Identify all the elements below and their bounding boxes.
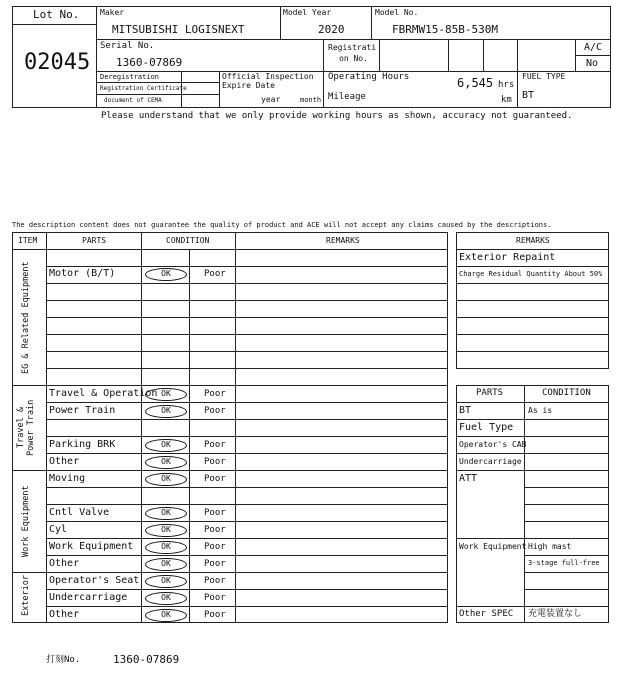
stamp-no-label: 打刻No. bbox=[46, 655, 81, 665]
item-header: ITEM bbox=[18, 236, 38, 245]
spec-condition-header: CONDITION bbox=[542, 388, 591, 398]
km-unit: km bbox=[501, 95, 512, 105]
remarks-header: REMARKS bbox=[326, 236, 360, 245]
ok-circle: OK bbox=[145, 524, 187, 537]
ok-circle: OK bbox=[145, 575, 187, 588]
poor-label: Poor bbox=[204, 406, 226, 416]
poor-label: Poor bbox=[204, 457, 226, 467]
spec-other-value: 充電装置なし bbox=[528, 609, 583, 619]
ok-circle: OK bbox=[145, 268, 187, 281]
description-notice: The description content does not guarantee the quality of product and ACE will not accept any claims caused by the descriptions. bbox=[12, 221, 552, 229]
condition-header: CONDITION bbox=[166, 236, 210, 245]
maker-value: MITSUBISHI LOGISNEXT bbox=[112, 23, 245, 36]
ok-circle: OK bbox=[145, 439, 187, 452]
maker-label: Maker bbox=[100, 8, 125, 17]
ok-circle: OK bbox=[145, 473, 187, 486]
right-remarks-header: REMARKS bbox=[516, 236, 550, 245]
spec-fuel-type-label: Fuel Type bbox=[459, 422, 514, 433]
part-motor: Motor (B/T) bbox=[49, 268, 116, 279]
spec-work-equipment-value-1: High mast bbox=[528, 542, 572, 551]
group-travel-label: Travel & Power Train bbox=[16, 399, 36, 457]
part-travel-other: Other bbox=[49, 456, 80, 467]
poor-label: Poor bbox=[204, 269, 226, 279]
ac-label: A/C bbox=[584, 42, 603, 53]
lot-no-label: Lot No. bbox=[33, 8, 80, 21]
poor-label: Poor bbox=[204, 559, 226, 569]
poor-label: Poor bbox=[204, 474, 226, 484]
remark-line-2: Charge Residual Quantity About 50% bbox=[459, 270, 603, 278]
serial-no-value: 1360-07869 bbox=[116, 56, 183, 69]
month-label: month bbox=[300, 96, 322, 104]
part-travel-operation: Travel & Operation bbox=[49, 388, 158, 399]
poor-label: Poor bbox=[204, 576, 226, 586]
part-operators-seat: Operator's Seat bbox=[49, 575, 140, 586]
ok-circle: OK bbox=[145, 541, 187, 554]
spec-parts-header: PARTS bbox=[476, 388, 504, 398]
spec-bt-label: BT bbox=[459, 405, 472, 416]
part-work-equipment: Work Equipment bbox=[49, 541, 134, 552]
spec-work-equipment-value-2: 3-stage full-free bbox=[528, 559, 600, 567]
poor-label: Poor bbox=[204, 593, 226, 603]
spec-undercarriage-label: Undercarriage bbox=[459, 457, 522, 466]
hours-notice: Please understand that we only provide working hours as shown, accuracy not guaranteed. bbox=[101, 111, 573, 121]
official-inspection-label: Official Inspection bbox=[222, 72, 314, 81]
model-year-label: Model Year bbox=[283, 8, 332, 17]
ok-circle: OK bbox=[145, 507, 187, 520]
part-exterior-other: Other bbox=[49, 609, 80, 620]
year-label: year bbox=[261, 95, 281, 104]
spec-att-label: ATT bbox=[459, 473, 478, 484]
remark-line-1: Exterior Repaint bbox=[459, 252, 556, 263]
registration-no-label: Registrati bbox=[328, 43, 377, 52]
spec-bt-value: As is bbox=[528, 406, 553, 415]
operating-hours-value: 6,545 bbox=[457, 76, 494, 90]
part-power-train: Power Train bbox=[49, 405, 116, 416]
ok-circle: OK bbox=[145, 558, 187, 571]
group-work-label: Work Equipment bbox=[21, 485, 31, 557]
deregistration-label: Deregistration bbox=[100, 73, 160, 81]
group-eg-label: EG & Related Equipment bbox=[21, 261, 31, 375]
parts-header: PARTS bbox=[82, 236, 107, 245]
group-exterior-label: Exterior bbox=[21, 575, 31, 616]
stamp-no-value: 1360-07869 bbox=[113, 653, 180, 666]
ac-value: No bbox=[586, 58, 599, 69]
model-no-value: FBRMW15-85B-530M bbox=[392, 23, 498, 36]
poor-label: Poor bbox=[204, 389, 226, 399]
ok-circle: OK bbox=[145, 592, 187, 605]
part-parking-brk: Parking BRK bbox=[49, 439, 116, 450]
model-year-value: 2020 bbox=[318, 23, 345, 36]
part-work-other: Other bbox=[49, 558, 80, 569]
part-undercarriage: Undercarriage bbox=[49, 592, 128, 603]
ok-circle: OK bbox=[145, 405, 187, 418]
fuel-type-value: BT bbox=[522, 90, 535, 101]
registration-no-label-2: on No. bbox=[339, 54, 368, 63]
poor-label: Poor bbox=[204, 440, 226, 450]
poor-label: Poor bbox=[204, 525, 226, 535]
fuel-type-label: FUEL TYPE bbox=[522, 72, 566, 81]
cema-document-label: document of CEMA bbox=[104, 97, 162, 104]
mileage-label: Mileage bbox=[328, 92, 366, 102]
poor-label: Poor bbox=[204, 508, 226, 518]
hrs-unit: hrs bbox=[498, 80, 515, 90]
model-no-label: Model No. bbox=[375, 8, 419, 17]
ok-circle: OK bbox=[145, 609, 187, 622]
part-moving: Moving bbox=[49, 473, 86, 484]
spec-work-equipment-label: Work Equipment bbox=[459, 542, 527, 551]
part-cyl: Cyl bbox=[49, 524, 68, 535]
ok-circle: OK bbox=[145, 456, 187, 469]
poor-label: Poor bbox=[204, 542, 226, 552]
ok-circle: OK bbox=[145, 388, 187, 401]
serial-no-label: Serial No. bbox=[100, 41, 155, 51]
poor-label: Poor bbox=[204, 610, 226, 620]
registration-certificate-label: Registration Certificate bbox=[100, 85, 187, 92]
expire-date-label: Expire Date bbox=[222, 81, 275, 90]
lot-no-value: 02045 bbox=[24, 50, 91, 75]
part-cntl-valve: Cntl Valve bbox=[49, 507, 110, 518]
operating-hours-label: Operating Hours bbox=[328, 72, 410, 82]
spec-other-label: Other SPEC bbox=[459, 609, 514, 619]
spec-operators-cab-label: Operator's CAB bbox=[459, 440, 527, 449]
